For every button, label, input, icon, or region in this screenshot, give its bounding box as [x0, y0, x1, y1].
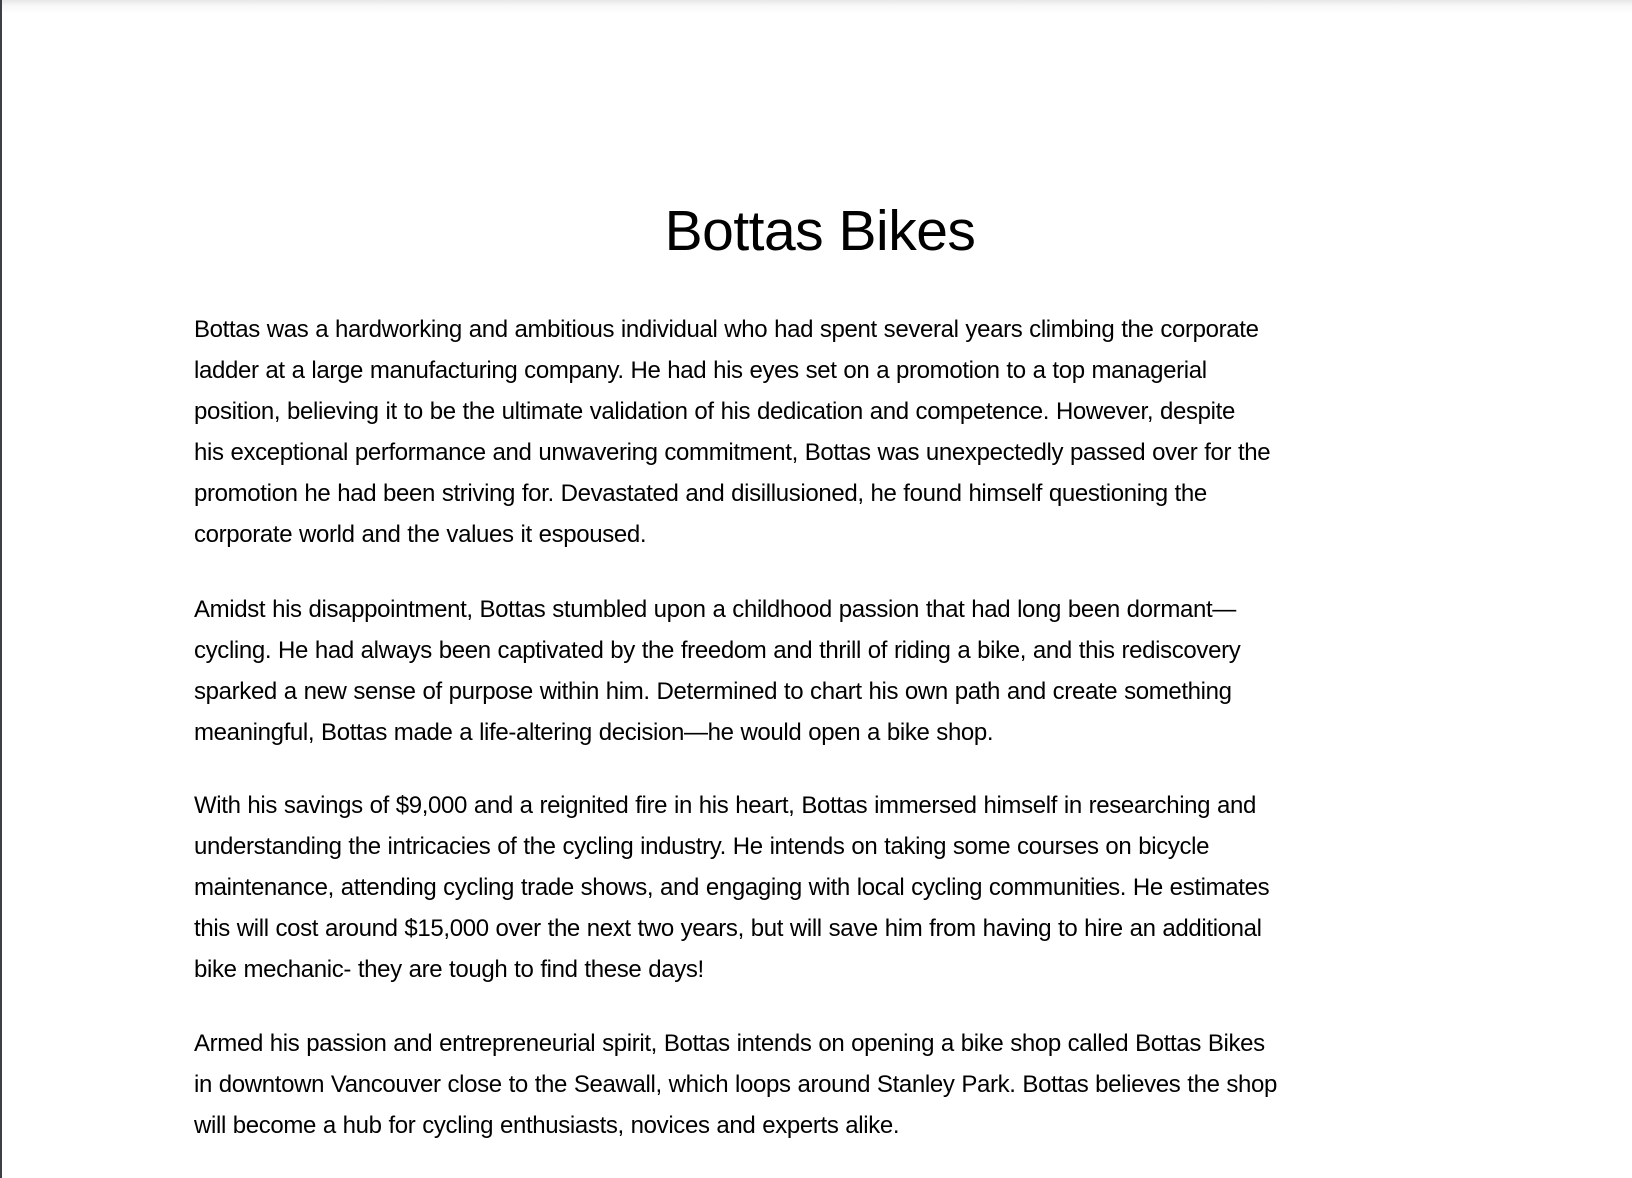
text-line: meaningful, Bottas made a life-altering decision—he would open a bike shop. [194, 719, 994, 746]
document-page [2, 0, 1632, 1178]
text-line: Amidst his disappointment, Bottas stumbled upon a childhood passion that had long been dormant— [194, 596, 1236, 623]
text-line: understanding the intricacies of the cycling industry. He intends on taking some courses on bicycle [194, 833, 1210, 860]
viewer-top-shadow [2, 0, 1632, 14]
text-line: Armed his passion and entrepreneurial spirit, Bottas intends on opening a bike shop called Bottas Bikes [194, 1030, 1265, 1057]
paragraph-4 [194, 1023, 1277, 1146]
text-line: maintenance, attending cycling trade shows, and engaging with local cycling communities. He estimates [194, 874, 1270, 901]
text-line: bike mechanic- they are tough to find these days! [194, 956, 704, 983]
text-line: position, believing it to be the ultimate validation of his dedication and competence. However, despite [194, 398, 1235, 425]
text-line: corporate world and the values it espoused. [194, 521, 647, 548]
text-line: this will cost around $15,000 over the next two years, but will save him from having to hire an additional [194, 915, 1262, 942]
text-line: ladder at a large manufacturing company. He had his eyes set on a promotion to a top managerial [194, 357, 1207, 384]
text-line: With his savings of $9,000 and a reignited fire in his heart, Bottas immersed himself in researching and [194, 792, 1256, 819]
paragraph-3 [194, 785, 1269, 990]
paragraph-2 [194, 589, 1240, 753]
text-line: his exceptional performance and unwavering commitment, Bottas was unexpectedly passed over for the [194, 439, 1271, 466]
text-line: Bottas was a hardworking and ambitious individual who had spent several years climbing the corporate [194, 316, 1259, 343]
paragraph-1 [194, 309, 1270, 555]
text-line: will become a hub for cycling enthusiasts, novices and experts alike. [194, 1112, 900, 1139]
text-line: sparked a new sense of purpose within him. Determined to chart his own path and create something [194, 678, 1232, 705]
text-line: cycling. He had always been captivated by the freedom and thrill of riding a bike, and this rediscovery [194, 637, 1241, 664]
text-line: in downtown Vancouver close to the Seawall, which loops around Stanley Park. Bottas believes the shop [194, 1071, 1278, 1098]
document-title: Bottas Bikes [664, 199, 976, 263]
text-line: promotion he had been striving for. Devastated and disillusioned, he found himself questioning the [194, 480, 1207, 507]
